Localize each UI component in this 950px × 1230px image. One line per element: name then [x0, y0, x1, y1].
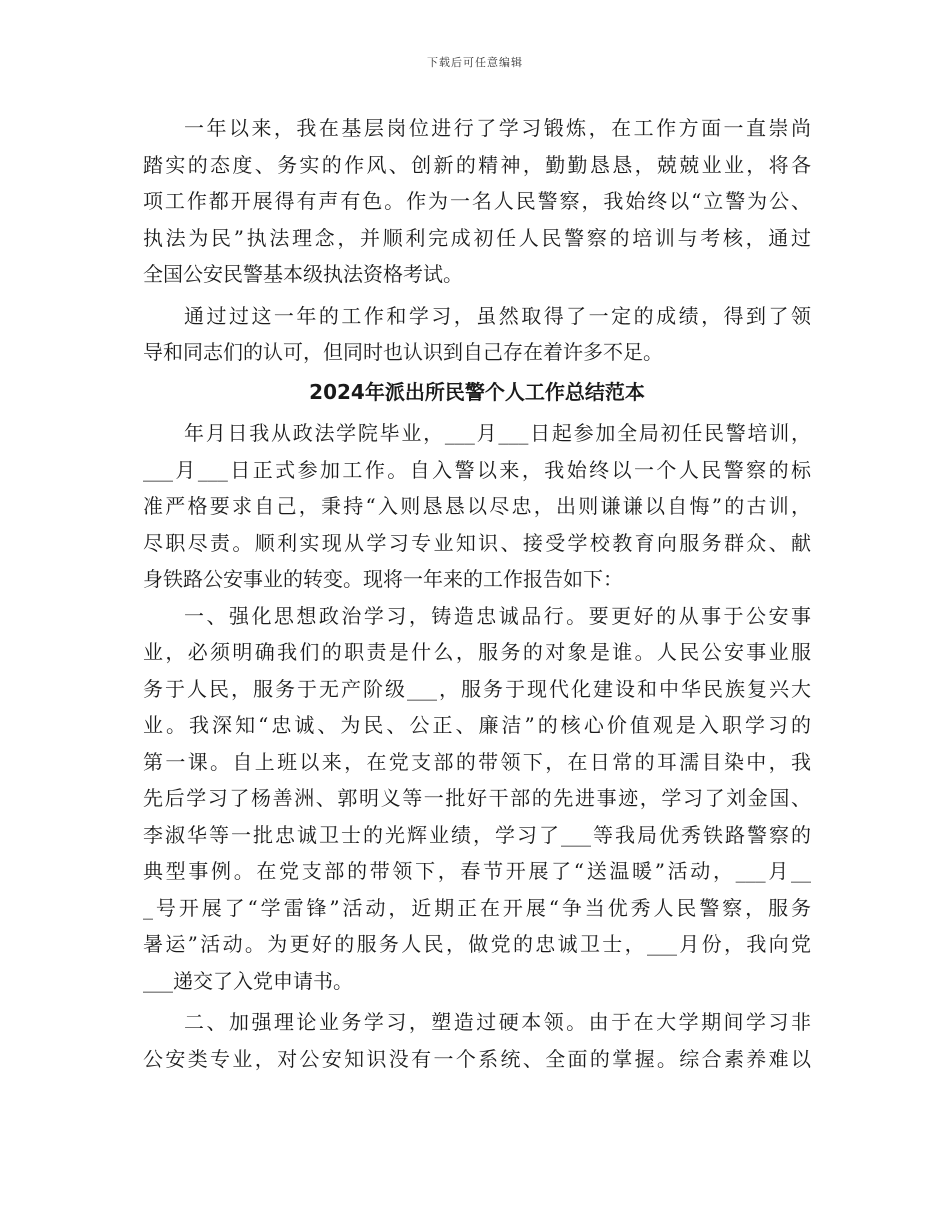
paragraph-2 [143, 298, 811, 371]
document-title: 2024年派出所民警个人工作总结范本 [309, 379, 645, 404]
paragraph-line: 业。我深知“忠诚、为民、公正、廉洁”的核心价值观是入职学习的 [143, 713, 811, 737]
paragraph-line: 尽职尽责。顺利实现从学习专业知识、接受学校教育向服务群众、献 [143, 530, 811, 555]
paragraph-line: 踏实的态度、务实的作风、创新的精神，勤勤恳恳，兢兢业业，将各 [143, 152, 811, 177]
paragraph-line: 务于人民，服务于无产阶级___，服务于现代化建设和中华民族复兴大 [143, 676, 811, 701]
paragraph-line: 身铁路公安事业的转变。现将一年来的工作报告如下： [143, 567, 623, 591]
paragraph-line: 暑运”活动。为更好的服务人民，做党的忠诚卫士，___月份，我向党 [143, 932, 811, 956]
paragraph-line: 年月日我从政法学院毕业，___月___日起参加全局初任民警培训， [184, 421, 811, 445]
paragraph-line: ___月___日正式参加工作。自入警以来，我始终以一个人民警察的标 [143, 457, 811, 482]
page-header: 下载后可任意编辑 [427, 56, 523, 69]
paragraph-line: 典型事例。在党支部的带领下，春节开展了“送温暖”活动，___月__ [143, 859, 811, 883]
paragraph-line: 李淑华等一批忠诚卫士的光辉业绩，学习了___等我局优秀铁路警察的 [143, 822, 811, 847]
paragraph-line: 项工作都开展得有声有色。作为一名人民警察，我始终以“立警为公、 [143, 189, 811, 213]
paragraph-line: 一、强化思想政治学习，铸造忠诚品行。要更好的从事于公安事 [184, 603, 811, 628]
paragraph-line: 公安类专业，对公安知识没有一个系统、全面的掌握。综合素养难以 [143, 1046, 811, 1071]
paragraph-line: 业，必须明确我们的职责是什么，服务的对象是谁。人民公安事业服 [143, 640, 811, 664]
paragraph-3 [143, 415, 811, 598]
paragraph-line: 准严格要求自己，秉持“入则恳恳以尽忠，出则谦谦以自悔”的古训， [143, 494, 811, 518]
paragraph-1 [143, 110, 811, 293]
paragraph-line: 二、加强理论业务学习，塑造过硬本领。由于在大学期间学习非 [184, 1010, 811, 1034]
paragraph-line: ___递交了入党申请书。 [143, 968, 353, 993]
paragraph-line: 一年以来，我在基层岗位进行了学习锻炼，在工作方面一直崇尚 [184, 116, 811, 140]
paragraph-line: 执法为民”执法理念，并顺利完成初任人民警察的培训与考核，通过 [143, 225, 811, 250]
paragraph-line: 全国公安民警基本级执法资格考试。 [143, 262, 463, 286]
paragraph-5 [143, 1004, 811, 1077]
paragraph-line: 先后学习了杨善洲、郭明义等一批好干部的先进事迹，学习了刘金国、 [143, 786, 811, 810]
paragraph-line: 通过过这一年的工作和学习，虽然取得了一定的成绩，得到了领 [184, 303, 811, 328]
paragraph-line: 导和同志们的认可，但同时也认识到自己存在着许多不足。 [143, 340, 663, 364]
document-body [143, 110, 811, 1077]
paragraph-line: _号开展了“学雷锋”活动，近期正在开展“争当优秀人民警察，服务 [143, 895, 811, 920]
paragraph-line: 第一课。自上班以来，在党支部的带领下，在日常的耳濡目染中，我 [143, 749, 811, 774]
paragraph-4 [143, 598, 811, 1000]
